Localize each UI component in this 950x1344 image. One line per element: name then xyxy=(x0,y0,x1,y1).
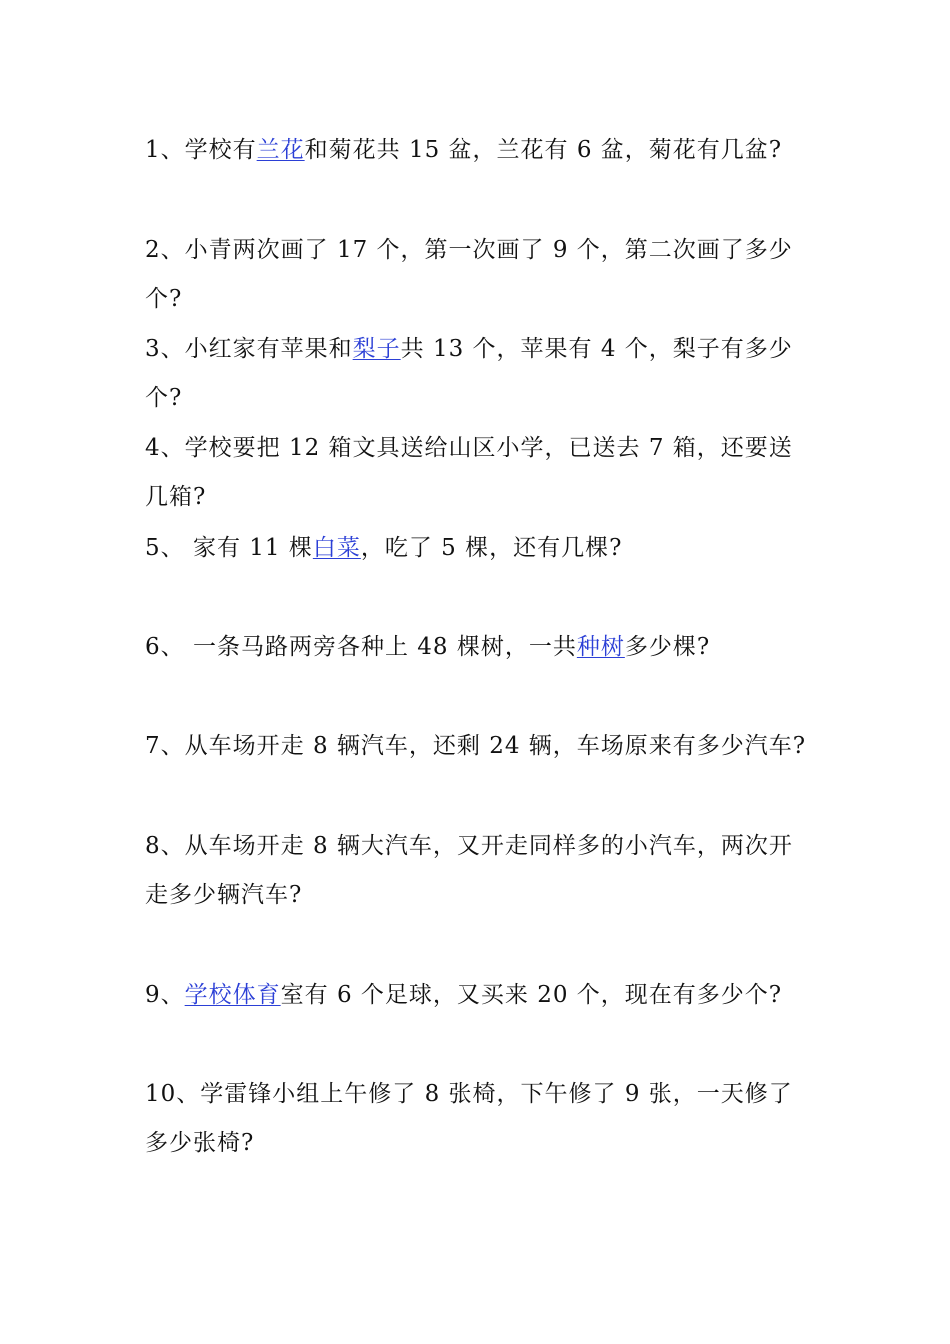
problem-text: 7、从车场开走 8 辆汽车，还剩 24 辆，车场原来有多少汽车? xyxy=(145,733,807,759)
problem-6 xyxy=(145,623,815,672)
problem-text: 和菊花共 15 盆，兰花有 6 盆，菊花有几盆? xyxy=(304,137,783,163)
problem-text: 10、学雷锋小组上午修了 8 张椅，下午修了 9 张，一天修了多少张椅? xyxy=(145,1081,793,1156)
problem-text: 室有 6 个足球，又买来 20 个，现在有多少个? xyxy=(280,982,783,1008)
problem-4 xyxy=(145,424,815,522)
problem-text: 4、学校要把 12 箱文具送给山区小学，已送去 7 箱，还要送几箱? xyxy=(145,435,793,510)
hyperlink[interactable]: 兰花 xyxy=(256,137,305,163)
problem-text: 多少棵? xyxy=(624,634,711,660)
problem-7 xyxy=(145,722,815,771)
hyperlink[interactable]: 梨子 xyxy=(352,336,401,362)
problem-text: 8、从车场开走 8 辆大汽车，又开走同样多的小汽车，两次开走多少辆汽车? xyxy=(145,833,793,908)
hyperlink[interactable]: 学校体育 xyxy=(184,982,281,1008)
hyperlink[interactable]: 白菜 xyxy=(312,535,361,561)
problem-text: 3、小红家有苹果和 xyxy=(145,336,353,362)
problem-text: 1、学校有 xyxy=(145,137,257,163)
problem-3 xyxy=(145,325,815,423)
problem-8 xyxy=(145,822,815,920)
problem-text: 共 13 个，苹果有 4 个，梨子有多少个? xyxy=(145,336,793,411)
problem-text: ，吃了 5 棵，还有几棵? xyxy=(360,535,623,561)
problem-text: 6、 一条马路两旁各种上 48 棵树，一共 xyxy=(145,634,577,660)
problem-1 xyxy=(145,126,815,175)
problem-10 xyxy=(145,1070,815,1168)
hyperlink[interactable]: 种树 xyxy=(576,634,625,660)
problem-text: 2、小青两次画了 17 个，第一次画了 9 个，第二次画了多少个? xyxy=(145,237,793,312)
problem-9 xyxy=(145,971,815,1020)
problem-5 xyxy=(145,524,815,573)
problem-text: 9、 xyxy=(145,982,185,1008)
problem-2 xyxy=(145,226,815,324)
problem-text: 5、 家有 11 棵 xyxy=(145,535,313,561)
